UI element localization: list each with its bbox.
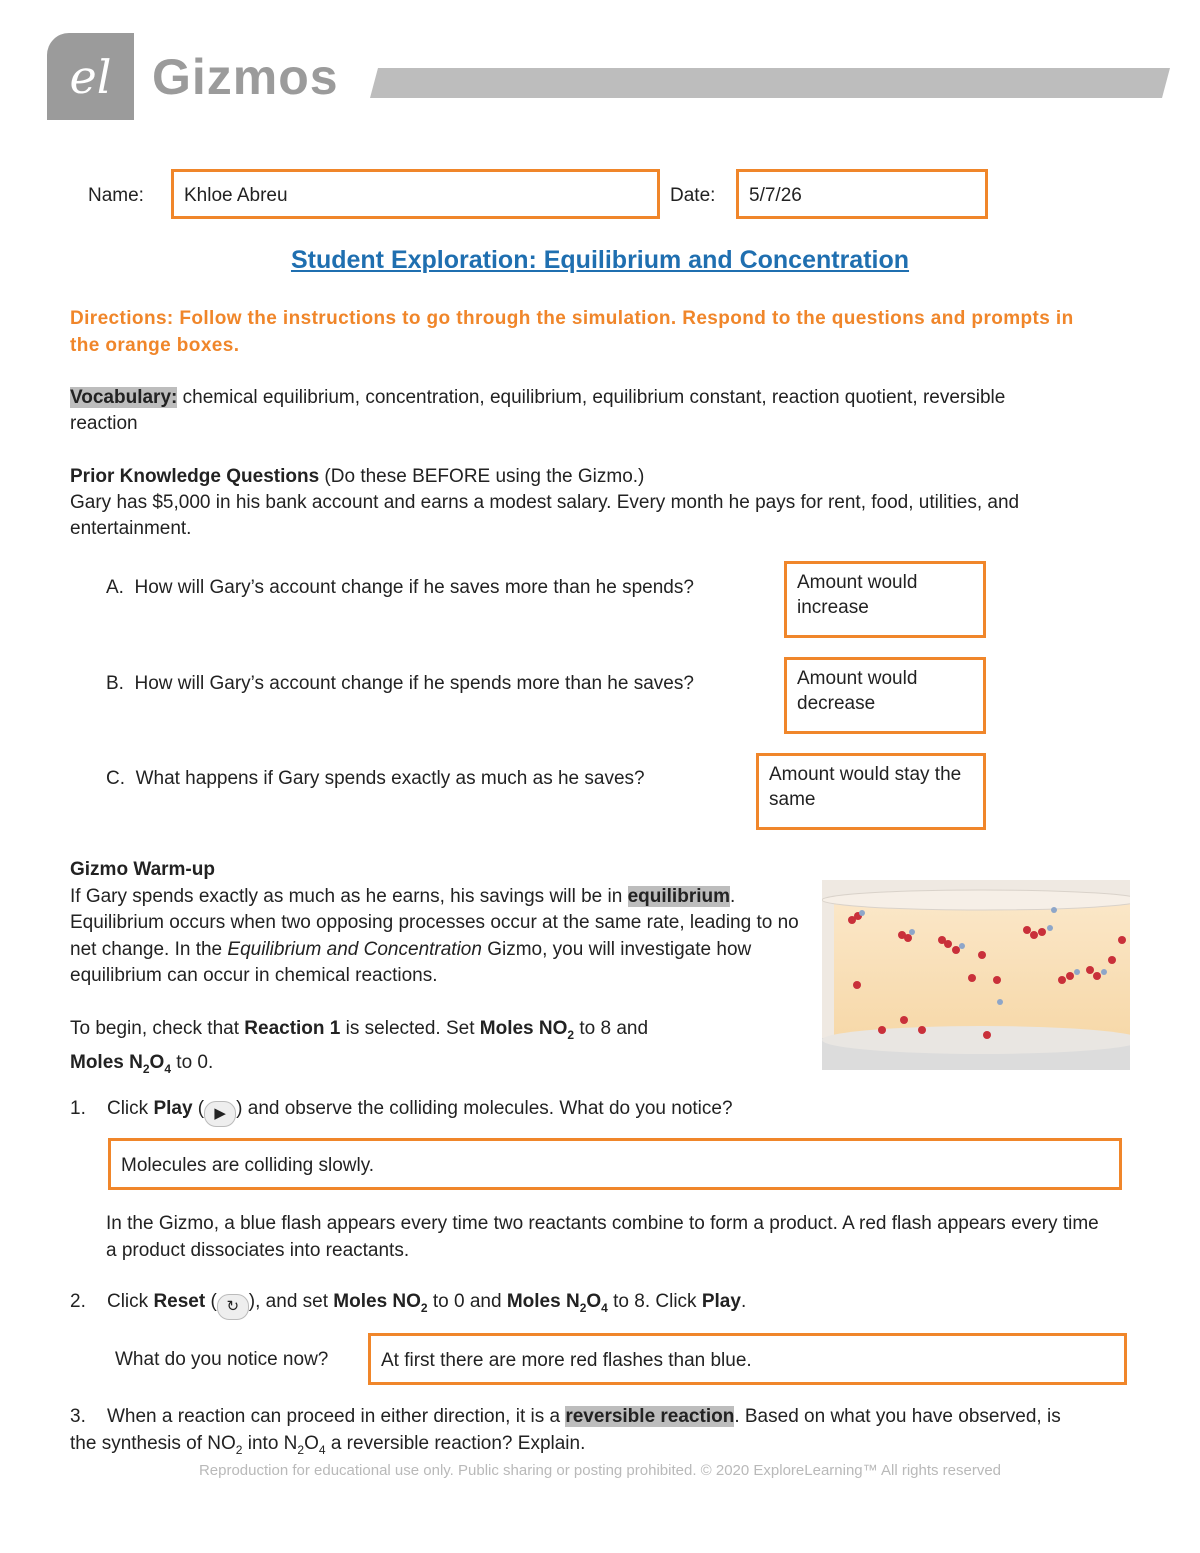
prior-knowledge — [70, 464, 1130, 542]
beaker-illustration — [822, 880, 1130, 1070]
date-field[interactable]: 5/7/26 — [736, 169, 988, 219]
prior-note: (Do these BEFORE using the Gizmo.) — [319, 466, 645, 487]
step-3: 3. When a reaction can proceed in either direction, it is a reversible reaction. Based on what you have observed, is the synthesis of $NO_2$ into $N_2O_4$ a reversible reaction? Explain. — [70, 1406, 1061, 1457]
footer-copyright: Reproduction for educational use only. Public sharing or posting prohibited. © 2020 ExploreLearning™ All rights reserved — [198, 1462, 1002, 1479]
warmup: Gizmo Warm-up If Gary spends exactly as much as he earns, his savings will be in equilibrium. Equilibrium occurs when two opposing processes occur at the same rate, leading to no net change. In the Equilibrium and Concentration Gizmo, you will investigate how equilibrium can occur in chemical reactions. — [70, 859, 799, 986]
name-field[interactable]: Khloe Abreu — [171, 169, 660, 219]
date-label: Date: — [670, 185, 716, 206]
question-c: C. What happens if Gary spends exactly as much as he saves? — [106, 768, 645, 789]
step-2: 2. Click Reset ( ↻ ), and set Moles $NO_2$ to 0 and Moles $N_2O_4$ to 8. Click Play. — [70, 1289, 1130, 1321]
answer-c[interactable]: Amount would stay the same — [756, 753, 986, 830]
step-1: 1. Click Play ( ▶ ) and observe the colliding molecules. What do you notice? — [70, 1096, 1130, 1127]
warmup-heading: Gizmo Warm-up — [70, 859, 215, 880]
answer-b[interactable]: Amount would decrease — [784, 657, 986, 734]
name-label: Name: — [88, 185, 144, 206]
step-1-note: In the Gizmo, a blue flash appears every time two reactants combine to form a product. A red flash appears every time a product dissociates into reactants. — [106, 1213, 1099, 1261]
vocabulary-label: Vocabulary: — [70, 387, 178, 408]
page-title: Student Exploration: Equilibrium and Concentration — [290, 246, 910, 274]
brand-name: Gizmos — [152, 49, 339, 105]
step-2-prompt: What do you notice now? — [115, 1349, 329, 1370]
gizmo-beaker-image — [822, 880, 1130, 1070]
question-b: B. How will Gary’s account change if he spends more than he saves? — [106, 673, 694, 694]
answer-a[interactable]: Amount would increase — [784, 561, 986, 638]
reset-icon: ↻ — [217, 1294, 249, 1320]
directions: Directions: Follow the instructions to go through the simulation. Respond to the questions and prompts in the orange boxes. — [70, 308, 1074, 356]
vocabulary-text: chemical equilibrium, concentration, equilibrium, equilibrium constant, reaction quotient, reversible reaction — [70, 387, 1006, 434]
question-a: A. How will Gary’s account change if he saves more than he spends? — [106, 577, 694, 598]
prior-heading: Prior Knowledge Questions — [70, 466, 320, 487]
answer-1[interactable]: Molecules are colliding slowly. — [108, 1138, 1122, 1190]
prior-intro: Gary has $5,000 in his bank account and earns a modest salary. Every month he pays for rent, food, utilities, and entertainment. — [70, 492, 1020, 539]
logo-mark: el — [47, 33, 134, 120]
header-bar — [370, 68, 1170, 98]
play-icon: ▶ — [204, 1101, 236, 1127]
answer-2[interactable]: At first there are more red flashes than blue. — [368, 1333, 1127, 1385]
term-equilibrium: equilibrium — [627, 885, 730, 907]
vocabulary — [70, 385, 1070, 437]
term-reversible-reaction: reversible reaction — [565, 1406, 735, 1427]
warmup-setup: To begin, check that Reaction 1 is selected. Set Moles $NO_2$ to 8 and Moles $N_2O_4$ to 0. — [70, 1018, 649, 1076]
